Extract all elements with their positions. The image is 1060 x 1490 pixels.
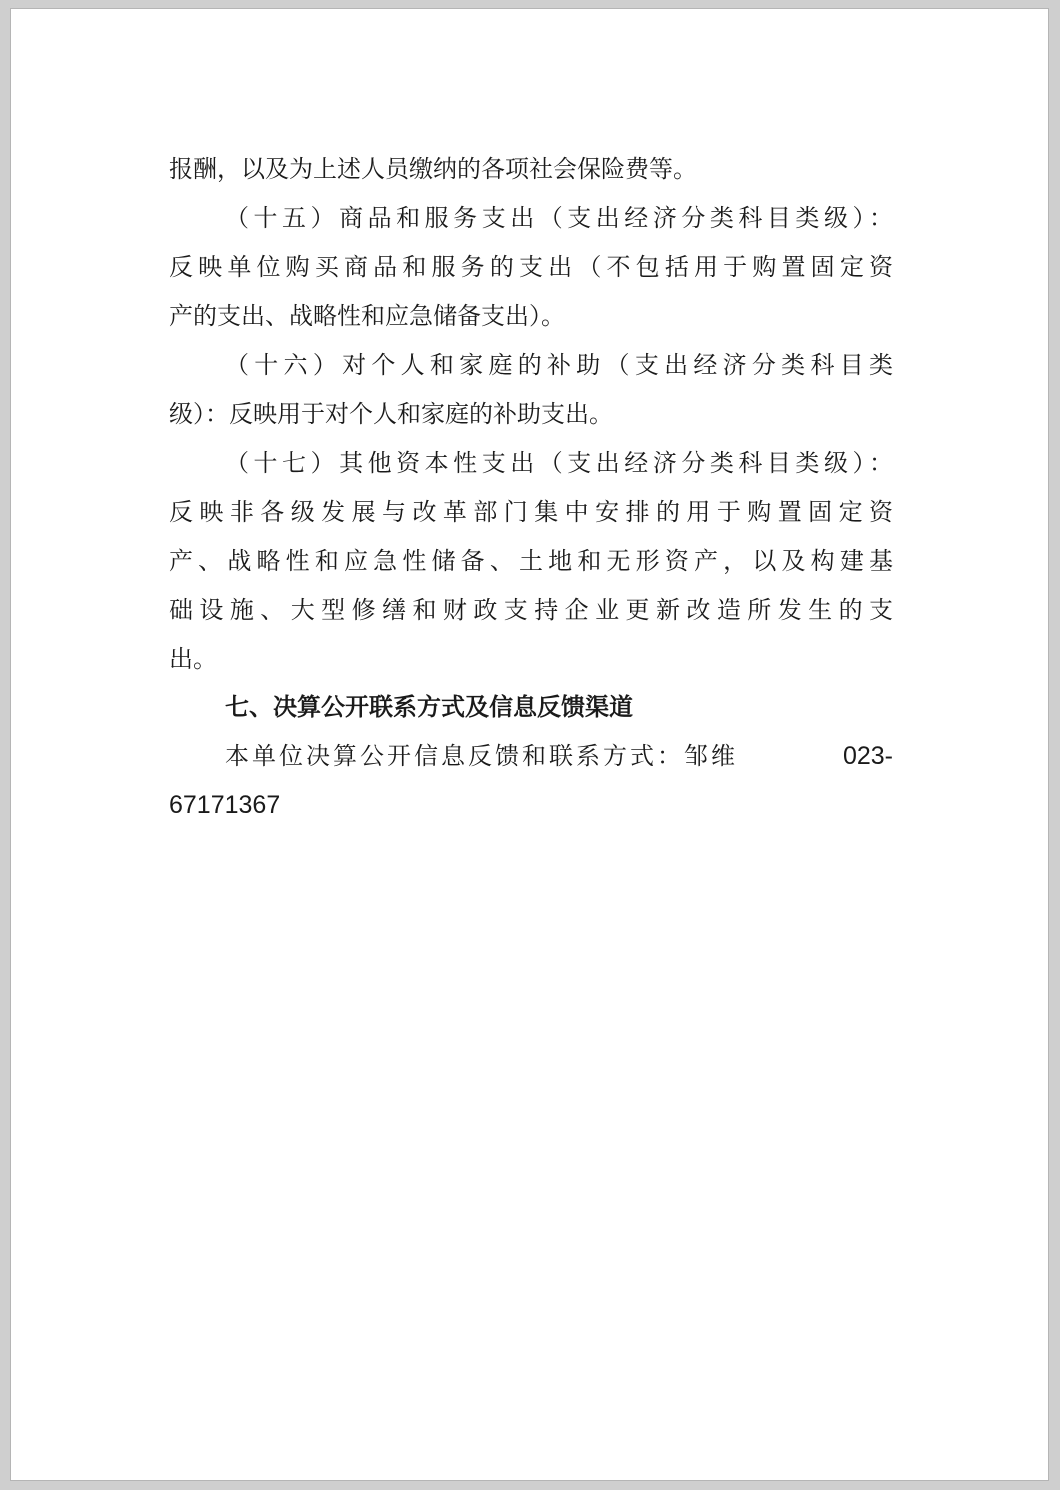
contact-line [225,740,893,772]
paragraph-line: 础设施、大型修缮和财政支持企业更新改造所发生的支 [169,596,893,624]
contact-phone-part1: 023- [842,742,893,770]
paragraph-line: 反映单位购买商品和服务的支出（不包括用于购置固定资 [169,253,893,281]
paragraph-line: 反映非各级发展与改革部门集中安排的用于购置固定资 [169,498,893,526]
contact-phone-part2: 67171367 [169,791,281,819]
paragraph-line: （十六）对个人和家庭的补助（支出经济分类科目类 [225,351,893,379]
paragraph-line: （十五）商品和服务支出（支出经济分类科目类级）： [225,204,893,232]
document-page [10,8,1049,1481]
paragraph-line: 产、战略性和应急性储备、土地和无形资产，以及构建基 [169,547,893,575]
contact-label: 本单位决算公开信息反馈和联系方式：邹维 [225,742,738,770]
paragraph-line: 级）：反映用于对个人和家庭的补助支出。 [169,400,613,428]
paragraph-line: （十七）其他资本性支出（支出经济分类科目类级）： [225,449,893,477]
paragraph-line: 产的支出、战略性和应急储备支出）。 [169,302,565,330]
section-heading: 七、决算公开联系方式及信息反馈渠道 [225,693,633,721]
paragraph-line: 出。 [169,645,217,673]
paragraph-line: 报酬，以及为上述人员缴纳的各项社会保险费等。 [169,155,697,183]
